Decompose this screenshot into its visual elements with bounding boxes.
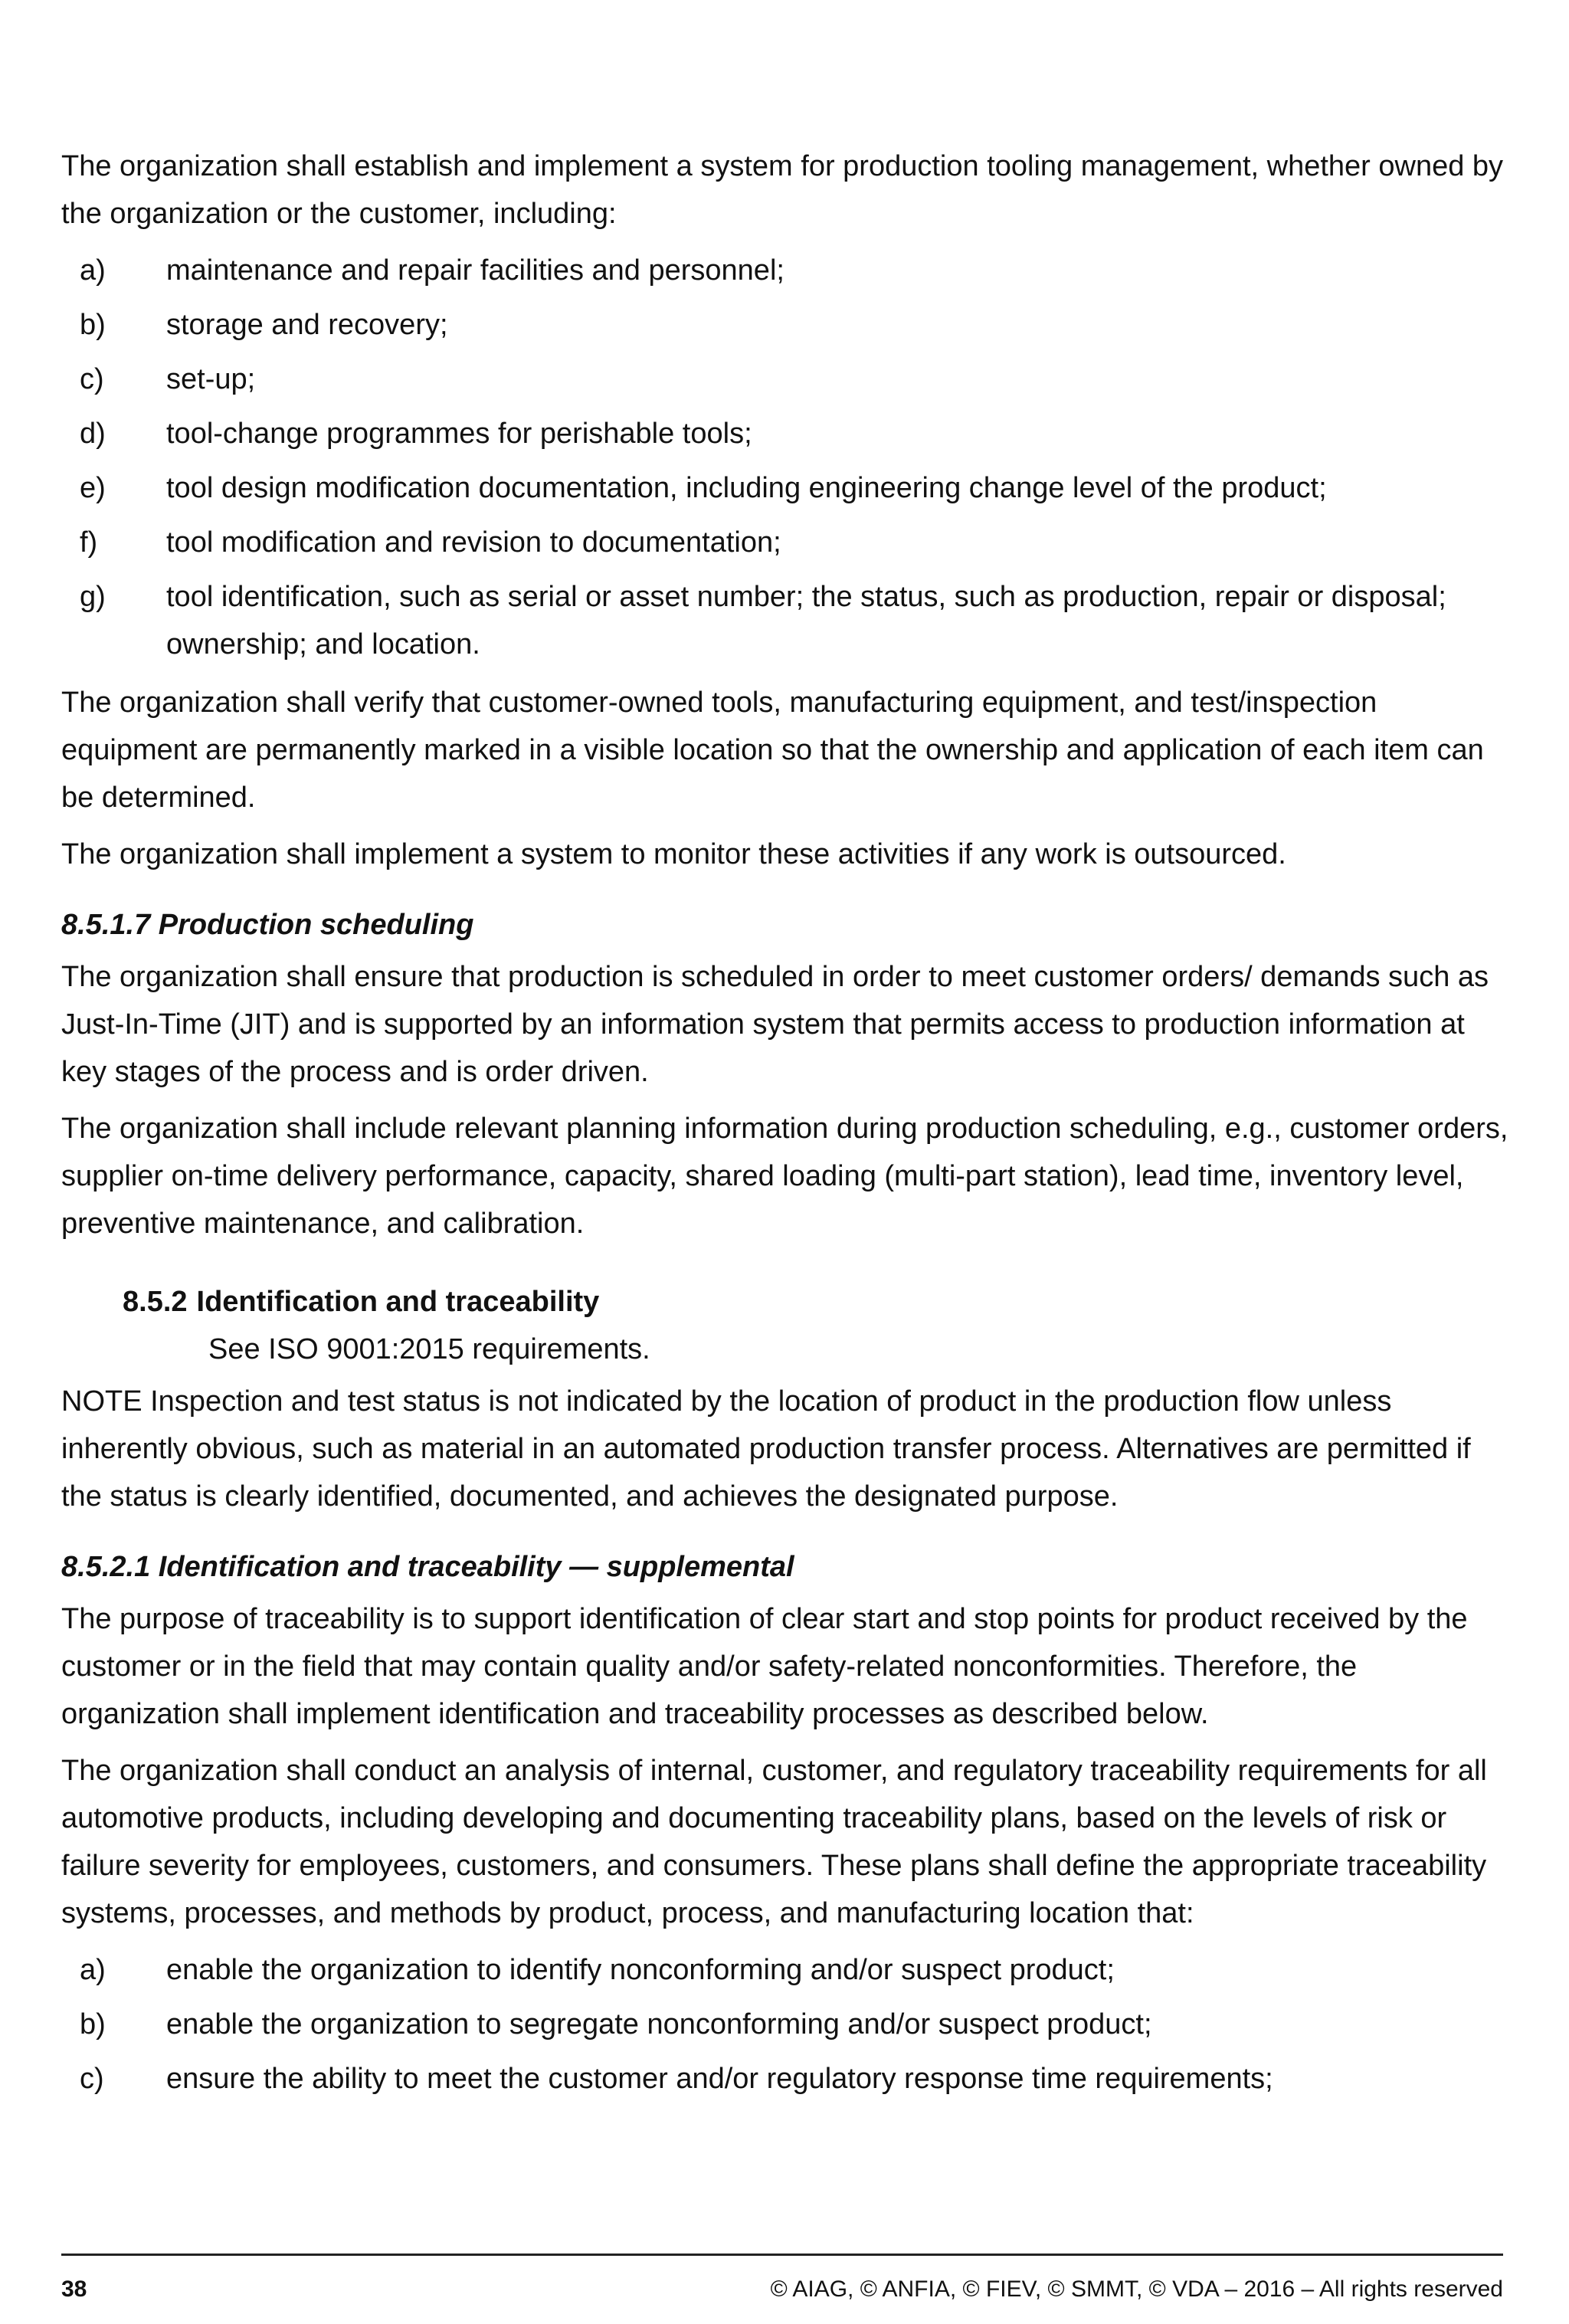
section-title-text: Identification and traceability: [196, 1286, 600, 1318]
list-text: storage and recovery;: [166, 309, 448, 341]
list-item: [61, 464, 1517, 512]
traceability-paragraph-1: The purpose of traceability is to support identification of clear start and stop points for product received by the customer or in the field that may contain quality and/or safety-related nonconformities. Therefore, the organization shall implement identification and traceability processes as described below.: [61, 1603, 1468, 1730]
scheduling-paragraph-1: The organization shall ensure that production is scheduled in order to meet customer orders/ demands such as Just-In-Time (JIT) and is supported by an information system that permits access to production information at key stages of the process and is order driven.: [61, 961, 1489, 1088]
tooling-list: [61, 247, 1517, 668]
list-item: [61, 1946, 1517, 1994]
heading-8-5-2-1: 8.5.2.1 Identification and traceability — supplemental: [61, 1551, 794, 1583]
list-text: maintenance and repair facilities and personnel;: [166, 254, 784, 287]
list-text: enable the organization to identify nonconforming and/or suspect product;: [166, 1954, 1115, 1986]
list-text: tool-change programmes for perishable tools;: [166, 418, 752, 450]
list-marker: e): [80, 472, 106, 504]
list-text: ensure the ability to meet the customer and/or regulatory response time requirements;: [166, 2063, 1273, 2095]
list-item: [61, 410, 1517, 457]
list-item: [61, 2001, 1517, 2048]
footer-divider: [61, 2254, 1503, 2256]
list-text: tool modification and revision to documentation;: [166, 526, 781, 559]
list-item: [61, 247, 1517, 294]
heading-8-5-2: [61, 1278, 1517, 1373]
heading-8-5-1-7: 8.5.1.7 Production scheduling: [61, 909, 474, 941]
list-marker: c): [80, 2063, 104, 2095]
list-marker: b): [80, 2008, 106, 2040]
list-marker: b): [80, 309, 106, 341]
list-item: [61, 301, 1517, 349]
page-number: 38: [61, 2276, 87, 2302]
list-marker: a): [80, 1954, 106, 1986]
section-number: 8.5.2: [123, 1286, 188, 1318]
note-paragraph: NOTE Inspection and test status is not indicated by the location of product in the production flow unless inherently obvious, such as material in an automated production transfer process. Alternatives are permitted if the status is clearly identified, documented, and achieves the designated purpose.: [61, 1385, 1471, 1513]
list-marker: c): [80, 363, 104, 395]
intro-paragraph: The organization shall establish and implement a system for production tooling management, whether owned by the organization or the customer, including:: [61, 150, 1504, 230]
verify-paragraph: The organization shall verify that customer-owned tools, manufacturing equipment, and test/inspection equipment are permanently marked in a visible location so that the ownership and application of each item can be determined.: [61, 687, 1484, 814]
list-text: tool design modification documentation, including engineering change level of the product;: [166, 472, 1327, 504]
list-item: [61, 519, 1517, 566]
section-reference: See ISO 9001:2015 requirements.: [208, 1333, 650, 1365]
traceability-list: [61, 1946, 1517, 2103]
list-marker: a): [80, 254, 106, 287]
traceability-paragraph-2: The organization shall conduct an analysis of internal, customer, and regulatory traceability requirements for all automotive products, including developing and documenting traceability plans, based on the levels of risk or failure severity for employees, customers, and consumers. These plans shall define the appropriate traceability systems, processes, and methods by product, process, and manufacturing location that:: [61, 1755, 1487, 1929]
list-item: [61, 2055, 1517, 2103]
list-text: set-up;: [166, 363, 256, 395]
scheduling-paragraph-2: The organization shall include relevant planning information during production scheduling, e.g., customer orders, supplier on-time delivery performance, capacity, shared loading (multi-part station), lead time, inventory level, preventive maintenance, and calibration.: [61, 1113, 1508, 1240]
list-text: enable the organization to segregate nonconforming and/or suspect product;: [166, 2008, 1152, 2040]
list-marker: d): [80, 418, 106, 450]
list-marker: g): [80, 581, 106, 613]
list-marker: f): [80, 526, 98, 559]
section-title: [123, 1278, 1517, 1326]
page-footer: [61, 2274, 1503, 2305]
list-item: [61, 356, 1517, 403]
document-body: [61, 143, 1517, 2113]
copyright-notice: © AIAG, © ANFIA, © FIEV, © SMMT, © VDA – 2016 – All rights reserved: [770, 2276, 1503, 2302]
list-text: tool identification, such as serial or asset number; the status, such as production, repair or disposal; ownership; and location.: [166, 581, 1446, 660]
monitor-paragraph: The organization shall implement a system to monitor these activities if any work is outsourced.: [61, 838, 1286, 870]
list-item: [61, 573, 1517, 668]
